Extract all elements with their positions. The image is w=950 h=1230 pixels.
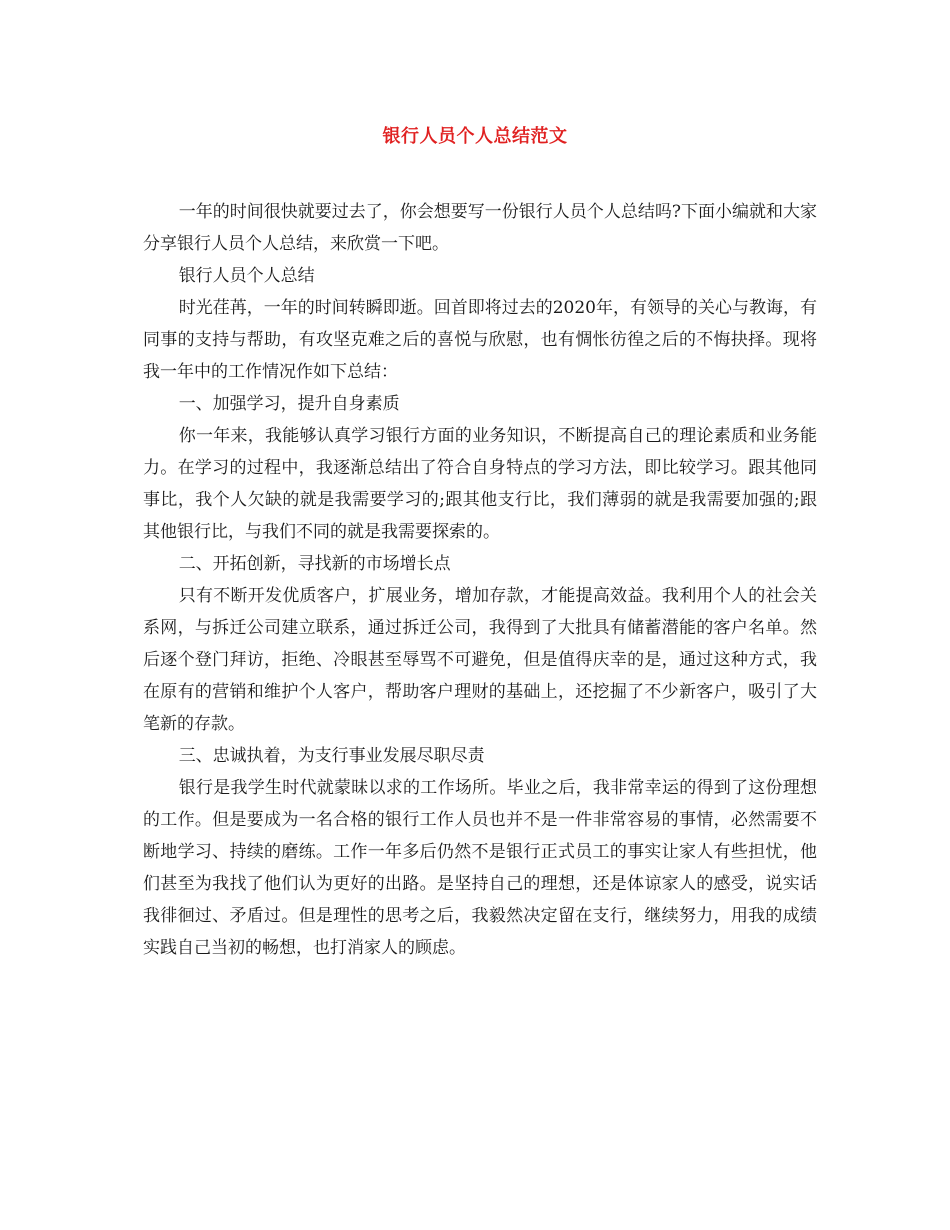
section-heading: 银行人员个人总结 <box>178 266 315 286</box>
body-paragraph: 只有不断开发优质客户，扩展业务，增加存款，才能提高效益。我利用个人的社会关系网，与拆迁公司建立联系，通过拆迁公司，我得到了大批具有储蓄潜能的客户名单。然后逐个登门拜访，拒绝、冷眼甚至辱骂不可避免，但是值得庆幸的是，通过这种方式，我在原有的营销和维护个人客户，帮助客户理财的基础上，还挖掘了不少新客户，吸引了大笔新的存款。 <box>143 586 817 734</box>
intro-paragraph: 一年的时间很快就要过去了，你会想要写一份银行人员个人总结吗?下面小编就和大家分享银行人员个人总结，来欣赏一下吧。 <box>143 202 817 254</box>
section-heading: 三、忠诚执着，为支行事业发展尽职尽责 <box>178 746 485 766</box>
body-paragraph: 银行是我学生时代就蒙昧以求的工作场所。毕业之后，我非常幸运的得到了这份理想的工作。但是要成为一名合格的银行工作人员也并不是一件非常容易的事情，必然需要不断地学习、持续的磨练。工作一年多后仍然不是银行正式员工的事实让家人有些担忧，他们甚至为我找了他们认为更好的出路。是坚持自己的理想，还是体谅家人的感受，说实话我徘徊过、矛盾过。但是理性的思考之后，我毅然决定留在支行，继续努力，用我的成绩实践自己当初的畅想，也打消家人的顾虑。 <box>143 778 817 958</box>
document-title: 银行人员个人总结范文 <box>382 126 568 147</box>
body-paragraph: 时光荏苒，一年的时间转瞬即逝。回首即将过去的2020年，有领导的关心与教诲，有同事的支持与帮助，有攻坚克难之后的喜悦与欣慰，也有惆怅彷徨之后的不悔抉择。现将我一年中的工作情况作如下总结： <box>143 298 817 382</box>
section-heading: 一、加强学习，提升自身素质 <box>178 394 400 414</box>
document-body <box>143 196 817 964</box>
section-heading: 二、开拓创新，寻找新的市场增长点 <box>178 554 451 574</box>
body-paragraph: 你一年来，我能够认真学习银行方面的业务知识，不断提高自己的理论素质和业务能力。在学习的过程中，我逐渐总结出了符合自身特点的学习方法，即比较学习。跟其他同事比，我个人欠缺的就是我需要学习的;跟其他支行比，我们薄弱的就是我需要加强的;跟其他银行比，与我们不同的就是我需要探索的。 <box>143 426 817 542</box>
